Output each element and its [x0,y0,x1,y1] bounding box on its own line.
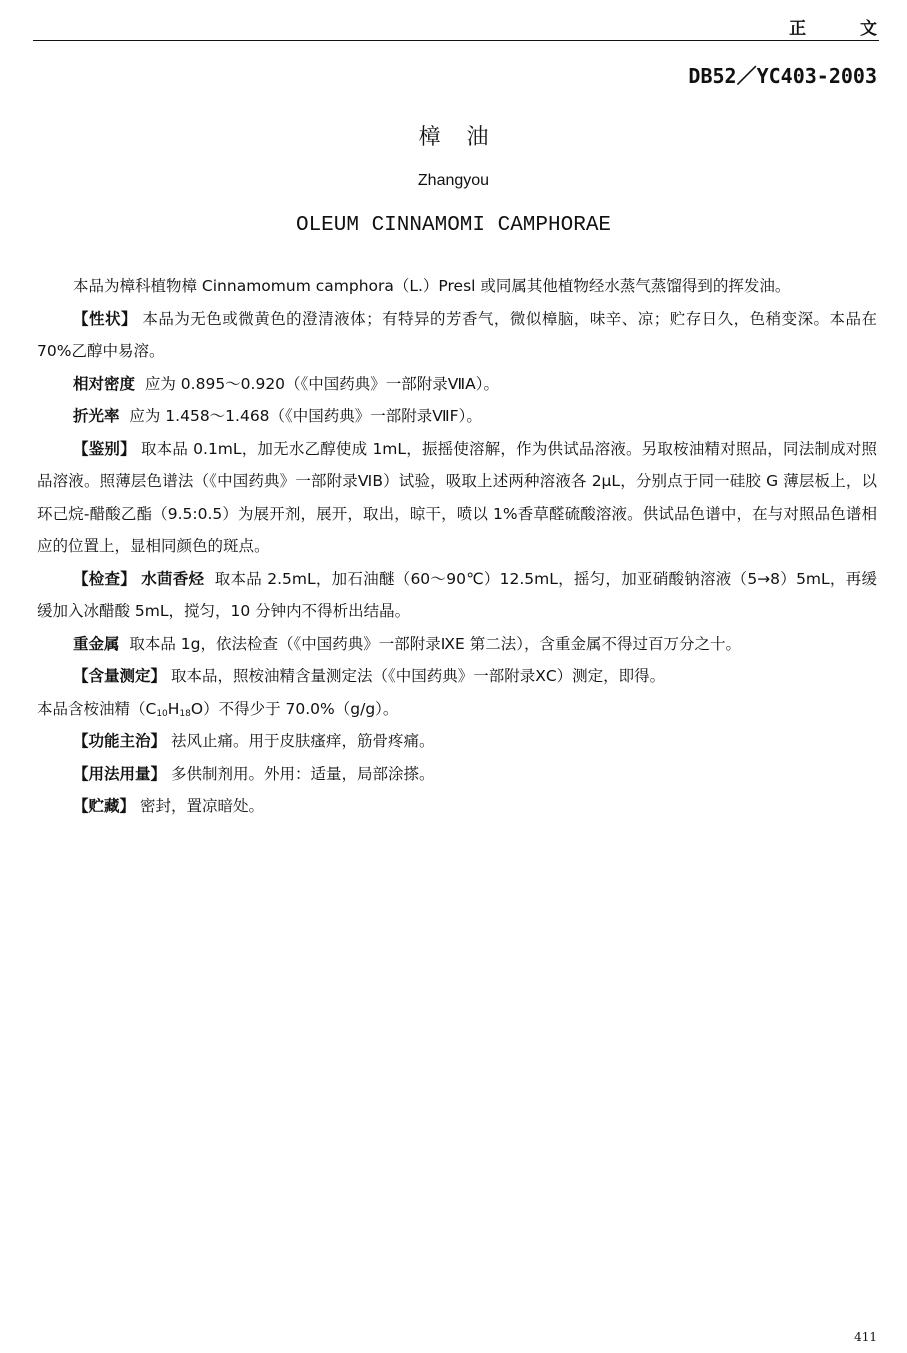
check-paragraph [37,563,877,628]
identification-label: 【鉴别】 [73,439,136,458]
function-paragraph [37,725,877,758]
relative-density-text: 应为 0.895～0.920（《中国药典》一部附录ⅦA）。 [144,374,500,393]
heavy-metals-label: 重金属 [73,634,120,653]
check-sub-label: 水茴香烃 [141,569,205,588]
intro-text: 本品为樟科植物樟 Cinnamomum camphora（L.）Presl 或同属其他植物经水蒸气蒸馏得到的挥发油。 [73,277,791,295]
relative-density-paragraph [37,368,877,401]
identification-text: 取本品 0.1mL，加无水乙醇使成 1mL，振摇使溶解，作为供试品溶液。另取桉油精对照品，同法制成对照品溶液。照薄层色谱法（《中国药典》一部附录ⅥB）试验，吸取上述两种溶液各 2μL，分别点于同一硅胶 G 薄层板上，以环己烷-醋酸乙酯（9.5:0.5）为展开剂，展开，取出，晾干，喷以 1%香草醛硫酸溶液。供试品色谱中，在与对照品色谱相应的位置上，显相同颜色的斑点。 [37,439,877,555]
refractive-index-label: 折光率 [73,407,120,425]
assay-label: 【含量测定】 [73,667,167,685]
assay-paragraph [37,660,877,693]
check-label: 【检查】 [73,569,137,588]
title-latin: OLEUM CINNAMOMI CAMPHORAE [295,214,612,237]
function-label: 【功能主治】 [73,732,167,750]
assay-line-suffix: O）不得少于 70.0%（g/g）。 [190,699,399,718]
description-paragraph [37,303,877,368]
heavy-metals-paragraph [37,628,877,661]
function-text: 祛风止痛。用于皮肤瘙痒，筋骨疼痛。 [170,732,435,750]
storage-text: 密封，置凉暗处。 [139,797,264,815]
storage-paragraph [37,790,877,823]
standard-number: DB52／YC403-2003 [688,64,877,88]
assay-text: 取本品，照桉油精含量测定法（《中国药典》一部附录ⅩC）测定，即得。 [170,667,666,685]
monograph-body [37,270,877,823]
description-label: 【性状】 [73,309,137,328]
identification-paragraph [37,433,877,563]
assay-line-prefix: 本品含桉油精（C [37,699,157,718]
section-label: 正 文 [789,19,901,39]
relative-density-label: 相对密度 [73,374,136,393]
usage-label: 【用法用量】 [73,764,167,783]
formula-h: H [167,699,180,718]
intro-paragraph [37,270,877,303]
formula-subscript-c: 10 [156,708,168,719]
usage-paragraph [37,758,877,791]
assay-content-line [37,693,877,726]
heavy-metals-text: 取本品 1g，依法检查（《中国药典》一部附录ⅨE 第二法），含重金属不得过百万分之十。 [129,634,741,653]
formula-subscript-h: 18 [179,708,191,719]
header-rule [33,40,879,41]
usage-text: 多供制剂用。外用：适量，局部涂搽。 [170,764,435,783]
title-chinese: 樟油 [418,125,515,150]
title-pinyin: Zhangyou [417,172,490,189]
storage-label: 【贮藏】 [73,797,136,815]
refractive-index-paragraph [37,400,877,433]
refractive-index-text: 应为 1.458～1.468（《中国药典》一部附录ⅦF）。 [129,407,482,425]
description-text: 本品为无色或微黄色的澄清液体；有特异的芳香气，微似樟脑，味辛、凉；贮存日久，色稍变深。本品在 70%乙醇中易溶。 [37,309,877,360]
check-text: 取本品 2.5mL，加石油醚（60～90℃）12.5mL，摇匀，加亚硝酸钠溶液（5→8）5mL，再缓缓加入冰醋酸 5mL，搅匀，10 分钟内不得析出结晶。 [37,569,877,620]
page-number: 411 [854,1330,877,1344]
